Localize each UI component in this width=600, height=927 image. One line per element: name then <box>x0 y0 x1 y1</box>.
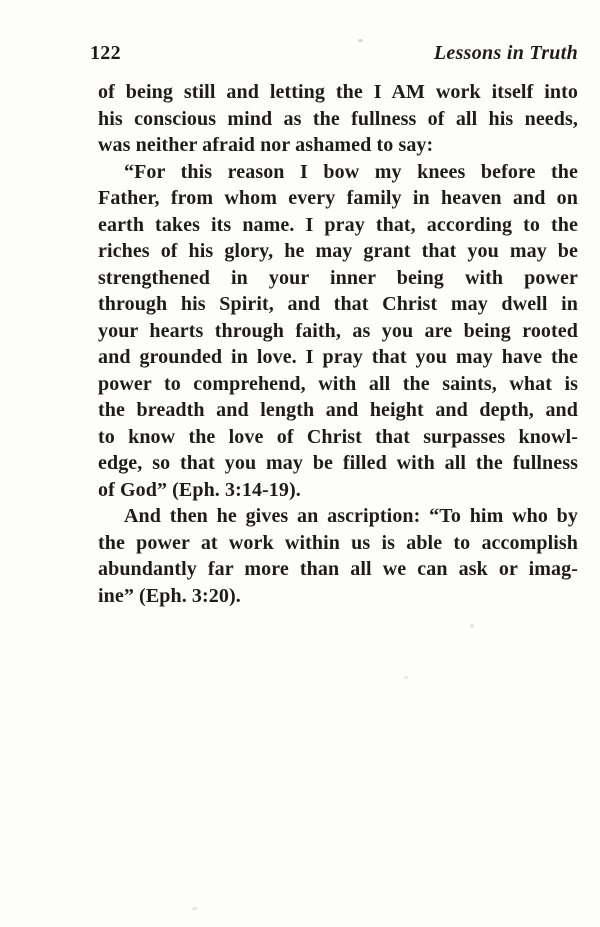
text-line: “For this reason I bow my knees before the <box>124 160 578 183</box>
text-line: of God” (Eph. 3:14-19). <box>98 478 301 501</box>
page-number: 122 <box>90 42 121 64</box>
text-line: earth takes its name. I pray that, according to the <box>98 213 578 236</box>
text-line: strengthened in your inner being with power <box>98 266 578 289</box>
text-line: your hearts through faith, as you are being rooted <box>98 319 578 342</box>
text-line: riches of his glory, he may grant that you may be <box>98 240 578 262</box>
running-head-title: Lessons in Truth <box>433 42 578 64</box>
text-line: the power at work within us is able to accomplish <box>98 531 578 554</box>
text-line: abundantly far more than all we can ask or imag- <box>98 558 578 580</box>
text-line: his conscious mind as the fullness of all his needs, <box>98 107 578 130</box>
running-header <box>90 42 578 65</box>
text-line: And then he gives an ascription: “To him who by <box>124 505 578 527</box>
scan-speck <box>358 39 363 42</box>
text-line: of being still and letting the I AM work itself into <box>98 81 578 103</box>
text-line: the breadth and length and height and depth, and <box>98 399 578 421</box>
text-line: ine” (Eph. 3:20). <box>98 584 241 607</box>
text-line: to know the love of Christ that surpasses knowl- <box>98 425 578 448</box>
text-line: Father, from whom every family in heaven and on <box>98 187 578 209</box>
scan-speck <box>470 624 474 628</box>
text-line: was neither afraid nor ashamed to say: <box>98 134 434 156</box>
scan-speck <box>404 676 408 679</box>
text-line: power to comprehend, with all the saints, what is <box>98 372 578 395</box>
body-text <box>98 79 578 609</box>
text-line: through his Spirit, and that Christ may dwell in <box>98 293 578 315</box>
scan-speck <box>192 907 197 910</box>
text-line: and grounded in love. I pray that you may have the <box>98 346 578 368</box>
text-line: edge, so that you may be filled with all the fullness <box>98 452 578 474</box>
